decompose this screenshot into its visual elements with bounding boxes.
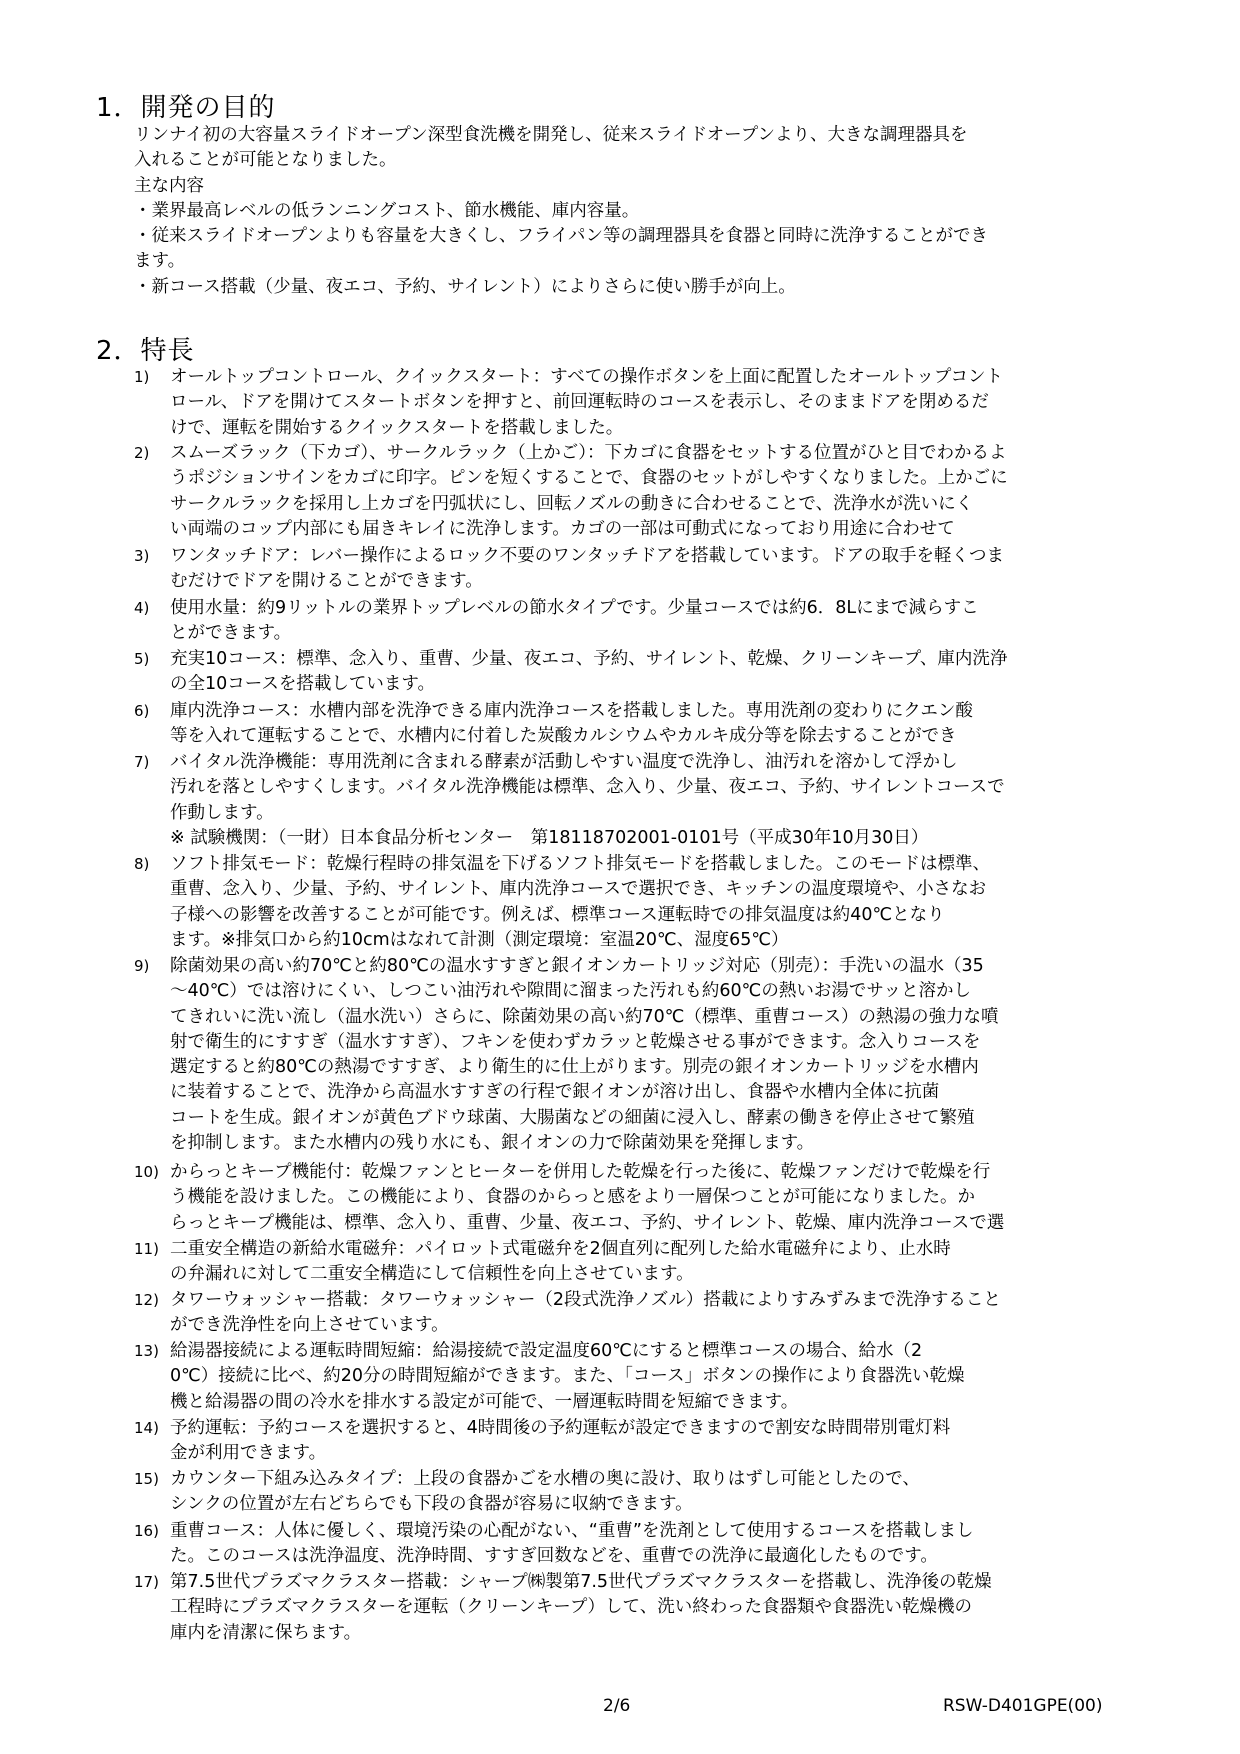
feature-item-number: 12) [134,1291,159,1309]
section-1-line: ・新コース搭載（少量、夜エコ、予約、サイレント）によりさらに使い勝手が向上。 [134,276,796,297]
feature-item-line: むだけでドアを開けることができます。 [170,571,483,592]
feature-item-line: オールトップコントロール、クイックスタート：すべての操作ボタンを上面に配置したオールトップコント [170,367,1003,387]
feature-item-line: 等を入れて運転することで、水槽内に付着した炭酸カルシウムやカルキ成分等を除去することができ [170,726,957,747]
feature-item-line: 庫内を清潔に保ちます。 [170,1622,362,1643]
feature-item-line: 除菌効果の高い約70℃と約80℃の温水すすぎと銀イオンカートリッジ対応（別売）：手洗いの温水（35 [170,956,984,976]
feature-item-number: 2) [134,444,150,462]
feature-item-line: 機と給湯器の間の冷水を排水する設定が可能で、一層運転時間を短縮できます。 [170,1391,799,1412]
feature-item-line: スムーズラック（下カゴ）、サークルラック（上かご）：下カゴに食器をセットする位置がひと目でわかるよ [170,443,1007,463]
feature-item-line: 0℃）接続に比べ、約20分の時間短縮ができます。また、「コース」ボタンの操作により食器洗い乾燥 [170,1366,965,1387]
feature-item-number: 5) [134,650,150,668]
feature-item-line: サークルラックを採用し上カゴを円弧状にし、回転ノズルの動きに合わせることで、洗浄水が洗いにく [170,493,974,514]
feature-item-line: 子様への影響を改善することが可能です。例えば、標準コース運転時での排気温度は約40℃となり [170,904,945,925]
feature-item-text [170,852,1164,953]
feature-item-text [170,954,1164,1156]
feature-item-line: 重曹、念入り、少量、予約、サイレント、庫内洗浄コースで選択でき、キッチンの温度環境や、小さなお [170,879,987,900]
feature-item-line: ロール、ドアを開けてスタートボタンを押すと、前回運転時のコースを表示し、そのままドアを閉めるだ [170,392,989,413]
feature-item-line: カウンター下組み込みタイプ：上段の食器かごを水槽の奥に設け、取りはずし可能としたので、 [170,1469,920,1489]
feature-item-line: に装着することで、洗浄から高温水すすぎの行程で銀イオンが溶け出し、食器や水槽内全体に抗菌 [170,1082,940,1103]
feature-item-text [170,750,1164,851]
feature-item-line: コートを生成。銀イオンが黄色ブドウ球菌、大腸菌などの細菌に浸入し、酵素の働きを停止させて繁殖 [170,1107,975,1128]
feature-item-line: 射で衛生的にすすぎ（温水すすぎ）、フキンを使わずカラッと乾燥させる事ができます。念入りコースを [170,1031,981,1052]
feature-item-line: バイタル洗浄機能：専用洗剤に含まれる酵素が活動しやすい温度で洗浄し、油汚れを溶かして浮かし [170,752,958,772]
feature-item-number: 11) [134,1240,159,1258]
feature-item-text [170,544,1164,595]
feature-item-line: 選定すると約80℃の熱湯ですすぎ、より衛生的に仕上がります。別売の銀イオンカートリッジを水槽内 [170,1057,979,1078]
section-1-line: 主な内容 [134,175,204,196]
feature-item-number: 10) [134,1163,159,1181]
feature-item-line: 使用水量：約9リットルの業界トップレベルの節水タイプです。少量コースでは約6．8Lにまで減らすこ [170,598,979,618]
feature-item-line: の弁漏れに対して二重安全構造にして信頼性を向上させています。 [170,1264,694,1285]
feature-item-number: 9) [134,957,150,975]
feature-item-line: 工程時にプラズマクラスターを運転（クリーンキープ）して、洗い終わった食器類や食器洗い乾燥機の [170,1597,973,1618]
feature-item-line: た。このコースは洗浄温度、洗浄時間、すすぎ回数などを、重曹での洗浄に最適化したものです。 [170,1546,938,1567]
feature-item-text [170,1339,1164,1415]
feature-item-line: とができます。 [170,623,292,644]
feature-item-line: う機能を設けました。この機能により、食器のからっと感をより一層保つことが可能になりました。か [170,1187,975,1208]
document-code: RSW-D401GPE(00) [943,1696,1103,1716]
feature-item-line: らっとキープ機能は、標準、念入り、重曹、少量、夜エコ、予約、サイレント、乾燥、庫内洗浄コースで選 [170,1212,1005,1233]
feature-item-line: 作動します。 [170,802,274,823]
feature-item-number: 4) [134,599,150,617]
feature-item-number: 15) [134,1470,159,1488]
feature-item-line: タワーウォッシャー搭載：タワーウォッシャー（2段式洗浄ノズル）搭載によりすみずみまで洗浄すること [170,1290,1001,1310]
feature-item-line: 第7.5世代プラズマクラスター搭載：シャープ㈱製第7.5世代プラズマクラスターを搭載し、洗浄後の乾燥 [170,1572,992,1592]
feature-item-number: 1) [134,368,150,386]
feature-item-text [170,1570,1164,1646]
feature-item-line: い両端のコップ内部にも届きキレイに洗浄します。カゴの一部は可動式になっており用途に合わせて [170,518,955,539]
feature-item-text [170,441,1164,542]
feature-item-line: 金が利用できます。 [170,1443,327,1464]
feature-item-line: うポジションサインをカゴに印字。ピンを短くすることで、食器のセットがしやすくなりました。上かごに [170,468,1008,489]
feature-item-line: 重曹コース：人体に優しく、環境汚染の心配がない、“重曹”を洗剤として使用するコースを搭載しまし [170,1521,974,1541]
feature-item-text [170,1519,1164,1570]
feature-item-text [170,365,1164,441]
feature-item-line: 汚れを落としやすくします。バイタル洗浄機能は標準、念入り、少量、夜エコ、予約、サイレントコースで [170,777,1005,798]
feature-item-line: ワンタッチドア：レバー操作によるロック不要のワンタッチドアを搭載しています。ドアの取手を軽くつま [170,546,1005,566]
feature-item-line: シンクの位置が左右どちらでも下段の食器が容易に収納できます。 [170,1494,693,1515]
feature-item-line: ※ 試験機関：（一財）日本食品分析センター 第18118702001-0101号（平成30年10月30日） [170,827,929,848]
feature-item-line: てきれいに洗い流し（温水洗い）さらに、除菌効果の高い約70℃（標準、重曹コース）の熱湯の強力な噴 [170,1006,999,1027]
feature-item-number: 7) [134,753,150,771]
feature-item-number: 6) [134,702,150,720]
section-1-line: ・業界最高レベルの低ランニングコスト、節水機能、庫内容量。 [134,200,640,221]
feature-item-text [170,1416,1164,1467]
section-1-body [134,123,1154,300]
feature-item-line: けで、運転を開始するクイックスタートを搭載しました。 [170,417,624,438]
feature-item-number: 3) [134,547,150,565]
feature-item-text [170,596,1164,647]
feature-item-text [170,1288,1164,1339]
feature-item-text [170,1237,1164,1288]
feature-item-line: ソフト排気モード：乾燥行程時の排気温を下げるソフト排気モードを搭載しました。このモードは標準、 [170,854,991,874]
section-1-line: 入れることが可能となりました。 [134,150,397,171]
feature-item-line: ます。※排気口から約10cmはなれて計測（測定環境：室温20℃、湿度65℃） [170,929,789,950]
feature-item-line: ～40℃）では溶けにくい、しつこい油汚れや隙間に溜まった汚れも約60℃の熱いお湯でサッと溶かし [170,981,971,1002]
section-2-title: 2．特長 [96,336,195,366]
page-number: 2/6 [603,1696,631,1716]
feature-item-line: 庫内洗浄コース：水槽内部を洗浄できる庫内洗浄コースを搭載しました。専用洗剤の変わりにクエン酸 [170,701,973,721]
feature-item-text [170,1467,1164,1518]
feature-item-line: 予約運転：予約コースを選択すると、4時間後の予約運転が設定できますので割安な時間帯別電灯料 [170,1418,951,1438]
feature-item-line: 二重安全構造の新給水電磁弁：パイロット式電磁弁を2個直列に配列した給水電磁弁により、止水時 [170,1239,951,1259]
feature-item-text [170,647,1164,698]
feature-item-line: の全10コースを搭載しています。 [170,674,435,695]
feature-item-line: 充実10コース：標準、念入り、重曹、少量、夜エコ、予約、サイレント、乾燥、クリーンキープ、庫内洗浄 [170,649,1008,669]
feature-item-text [170,1160,1164,1236]
feature-item-number: 8) [134,855,150,873]
section-1-line: リンナイ初の大容量スライドオープン深型食洗機を開発し、従来スライドオープンより、大きな調理器具を [134,125,968,145]
section-1-line: ・従来スライドオープンよりも容量を大きくし、フライパン等の調理器具を食器と同時に洗浄することができ [134,226,988,247]
feature-item-text [170,699,1164,750]
feature-item-line: ができ洗浄性を向上させています。 [170,1315,449,1336]
feature-item-line: を抑制します。また水槽内の残り水にも、銀イオンの力で除菌効果を発揮します。 [170,1133,815,1154]
feature-item-line: からっとキープ機能付：乾燥ファンとヒーターを併用した乾燥を行った後に、乾燥ファンだけで乾燥を行 [170,1162,991,1182]
feature-item-line: 給湯器接続による運転時間短縮：給湯接続で設定温度60℃にすると標準コースの場合、給水（2 [170,1341,923,1361]
section-1-line: ます。 [134,251,186,272]
feature-item-number: 17) [134,1573,159,1591]
feature-item-number: 14) [134,1419,159,1437]
feature-item-number: 16) [134,1522,159,1540]
feature-item-number: 13) [134,1342,159,1360]
section-1-title: 1．開発の目的 [96,93,276,123]
